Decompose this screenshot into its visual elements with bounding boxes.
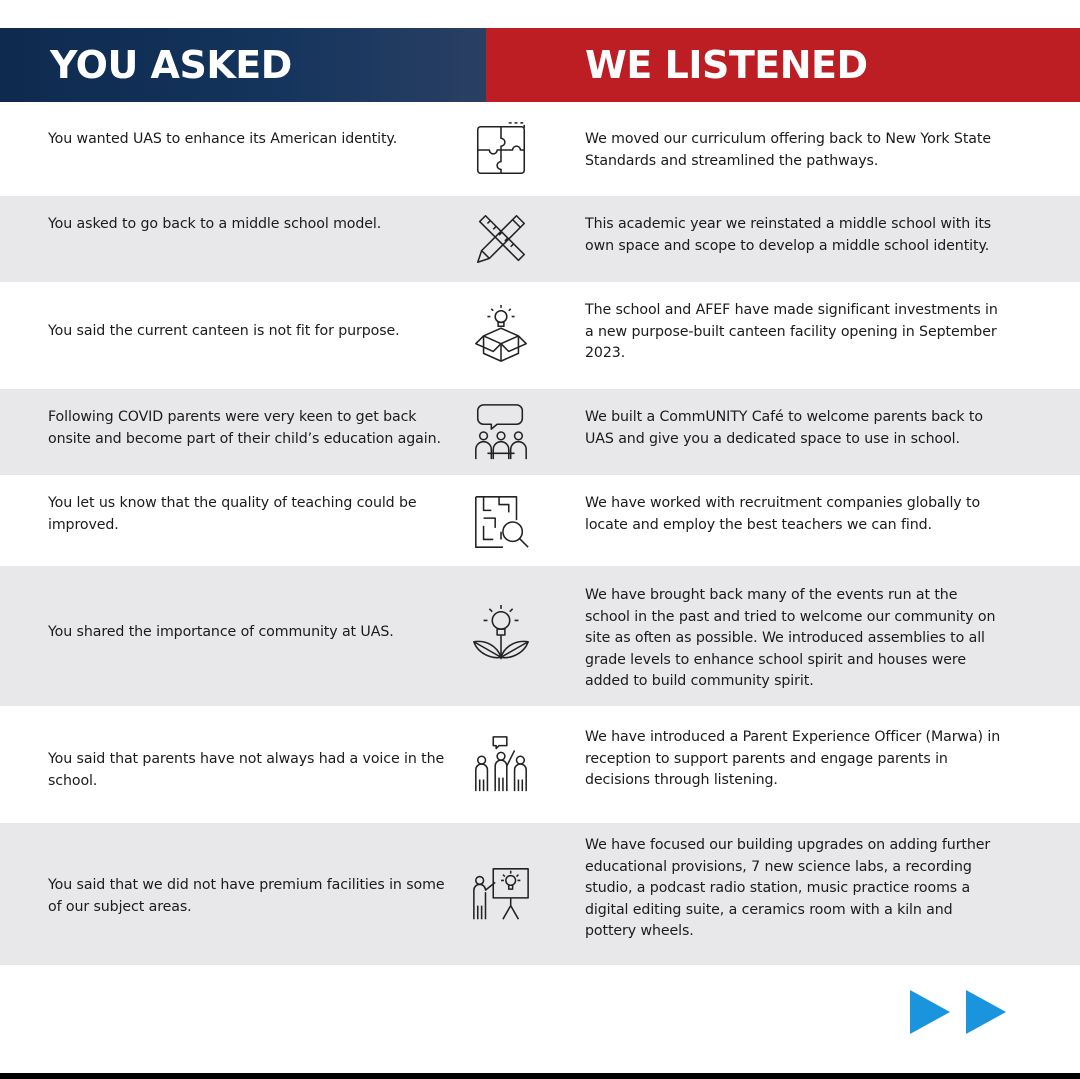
asked-text: You shared the importance of community at UAS.: [48, 624, 394, 640]
asked-text: Following COVID parents were very keen to get back onsite and become part of their child’s education again.: [48, 409, 441, 447]
comparison-table: [0, 102, 1080, 965]
table-row: [0, 282, 1080, 389]
lightbulb-plant-icon: [468, 604, 534, 664]
table-row: [0, 102, 1080, 196]
header-banner: [0, 28, 1080, 102]
asked-text: You said that we did not have premium facilities in some of our subject areas.: [48, 877, 445, 915]
listened-text: We moved our curriculum offering back to New York State Standards and streamlined the pathways.: [585, 131, 991, 169]
bottom-bar: [0, 1073, 1080, 1079]
puzzle-icon: [468, 120, 534, 180]
people-speech-icon: [468, 734, 534, 794]
asked-text: You let us know that the quality of teaching could be improved.: [48, 495, 417, 533]
box-lightbulb-icon: [468, 304, 534, 364]
double-play-arrow-icon[interactable]: [908, 988, 1008, 1036]
we-listened-title: WE LISTENED: [585, 43, 868, 87]
listened-text: We have brought back many of the events run at the school in the past and tried to welcome our community on site as often as possible. We introduced assemblies to all grade levels to enhance school spirit and houses were added to build community spirit.: [585, 587, 996, 689]
we-listened-header: [486, 28, 1080, 102]
table-row: [0, 566, 1080, 706]
listened-text: We have introduced a Parent Experience Officer (Marwa) in reception to support parents and engage parents in decisions through listening.: [585, 729, 1001, 788]
maze-search-icon: [468, 492, 534, 552]
listened-text: We have worked with recruitment companies globally to locate and employ the best teachers we can find.: [585, 495, 981, 533]
asked-text: You asked to go back to a middle school model.: [48, 216, 382, 232]
you-asked-header: [0, 28, 486, 102]
pencil-ruler-icon: [468, 209, 534, 269]
table-row: [0, 706, 1080, 823]
asked-text: You said that parents have not always had a voice in the school.: [48, 751, 445, 789]
listened-text: The school and AFEF have made significant investments in a new purpose-built canteen facility opening in September 2023.: [585, 302, 998, 361]
asked-text: You wanted UAS to enhance its American identity.: [48, 131, 398, 147]
listened-text: This academic year we reinstated a middle school with its own space and scope to develop a middle school identity.: [585, 216, 992, 254]
listened-text: We have focused our building upgrades on adding further educational provisions, 7 new science labs, a recording studio, a podcast radio station, music practice rooms a digital editing suite, a ceramics room with a kiln and pottery wheels.: [585, 837, 991, 939]
you-asked-title: YOU ASKED: [50, 43, 292, 87]
asked-text: You said the current canteen is not fit for purpose.: [48, 323, 400, 339]
presentation-icon: [468, 864, 534, 924]
table-row: [0, 389, 1080, 475]
table-row: [0, 823, 1080, 965]
listened-text: We built a CommUNITY Café to welcome parents back to UAS and give you a dedicated space to use in school.: [585, 409, 983, 447]
table-row: [0, 475, 1080, 566]
group-meeting-icon: [468, 402, 534, 462]
table-row: [0, 196, 1080, 282]
